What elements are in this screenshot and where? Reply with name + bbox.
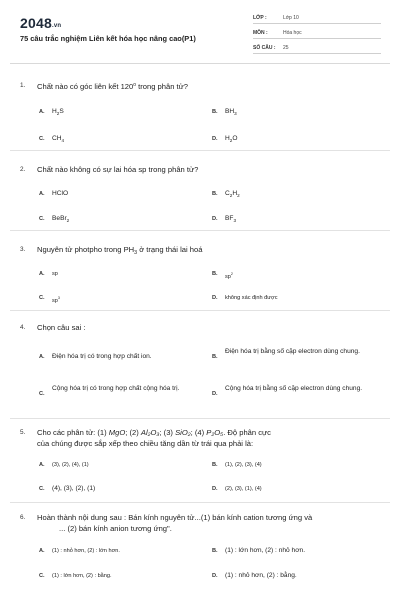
question-divider [10, 230, 390, 231]
meta-row-count: SỐ CÂU : 25 [253, 42, 381, 54]
question-text: Chất nào có góc liên kết $120^0$ trong phân tử? [37, 82, 188, 91]
question-number: 3. [20, 246, 26, 253]
question-divider [10, 418, 390, 419]
quiz-page: 2048.vn 75 câu trắc nghiệm Liên kết hóa học nâng cao(P1) LỚP : Lớp 10 MÔN : Hóa học SỐ CÂU : 25 1. Chất nào có góc liên kết $120^0$ trong phân tử? A. $H_2S$ B. $BH_3$ C. $CH_4$ D. $H_2O$ 2. Chất nào không có sự lai hóa sp trong phân tử? A. HClO B. $C_2H_2$ C. BeBr$_2$ D. $BF_3$ 3. Nguyên tử photpho trong $PH_3$ ở trạng thái lai hoá A. sp B. $sp^2$ C. $sp^3$ D. không xác định được 4. Chọn câu sai : A. Điện hóa trị có trong hợp chất ion. B. Điện hóa trị bằng số cặp electron dùng chung. C. Cộng hóa trị có trong hợp chất cộng hóa trị. D. Cộng hóa trị bằng số cặp electron dùng chung. 5. Cho các phân tử: (1) MgO; (2) Al₂O₃; (3) SiO₂; (4) P₂O₅. Độ phân cực của chúng được sắp xếp theo chiều tăng dần từ trái qua phải là: A. (3), (2), (4), (1) B. (1), (2), (3), (4) C. (4), (3), (2), (1) D. (2), (3), (1), (4) 6. Hoàn thành nội dung sau : Bán kính nguyên tử...(1) bán kính cation tương ứng và ... (2) bán kính anion tương ứng". A. (1) : nhỏ hơn, (2) : lớn hơn. B. (1) : lớn hơn, (2) : nhỏ hơn. C. (1) : lớn hơn, (2) : bằng. D. (1) : nhỏ hơn, (2) : bằng. [0, 0, 400, 600]
question-number: 6. [20, 514, 26, 521]
meta-row-class: LỚP : Lớp 10 [253, 12, 381, 24]
meta-row-subject: MÔN : Hóa học [253, 27, 381, 39]
question-number: 4. [20, 324, 26, 331]
question-divider [10, 150, 390, 151]
page-header [0, 0, 400, 62]
question-text: Chất nào không có sự lai hóa sp trong phân tử? [37, 165, 199, 174]
question-number: 5. [20, 429, 26, 436]
question-number: 2. [20, 166, 26, 173]
header-divider [10, 63, 390, 64]
question-text: Hoàn thành nội dung sau : Bán kính nguyên tử...(1) bán kính cation tương ứng và ... (2) bán kính anion tương ứng". [37, 513, 313, 533]
question-divider [10, 310, 390, 311]
question-number: 1. [20, 82, 26, 89]
page-title: 75 câu trắc nghiệm Liên kết hóa học nâng cao(P1) [20, 34, 196, 43]
question-text: Cho các phân tử: (1) MgO; (2) Al₂O₃; (3) SiO₂; (4) P₂O₅. Độ phân cực của chúng được sắp xếp theo chiều tăng dần từ trái qua phải là: [37, 428, 271, 448]
site-logo[interactable]: 2048.vn [20, 15, 62, 31]
question-text: Chọn câu sai : [37, 323, 86, 332]
question-divider [10, 502, 390, 503]
question-text: Nguyên tử photpho trong $PH_3$ ở trạng thái lai hoá [37, 245, 203, 256]
